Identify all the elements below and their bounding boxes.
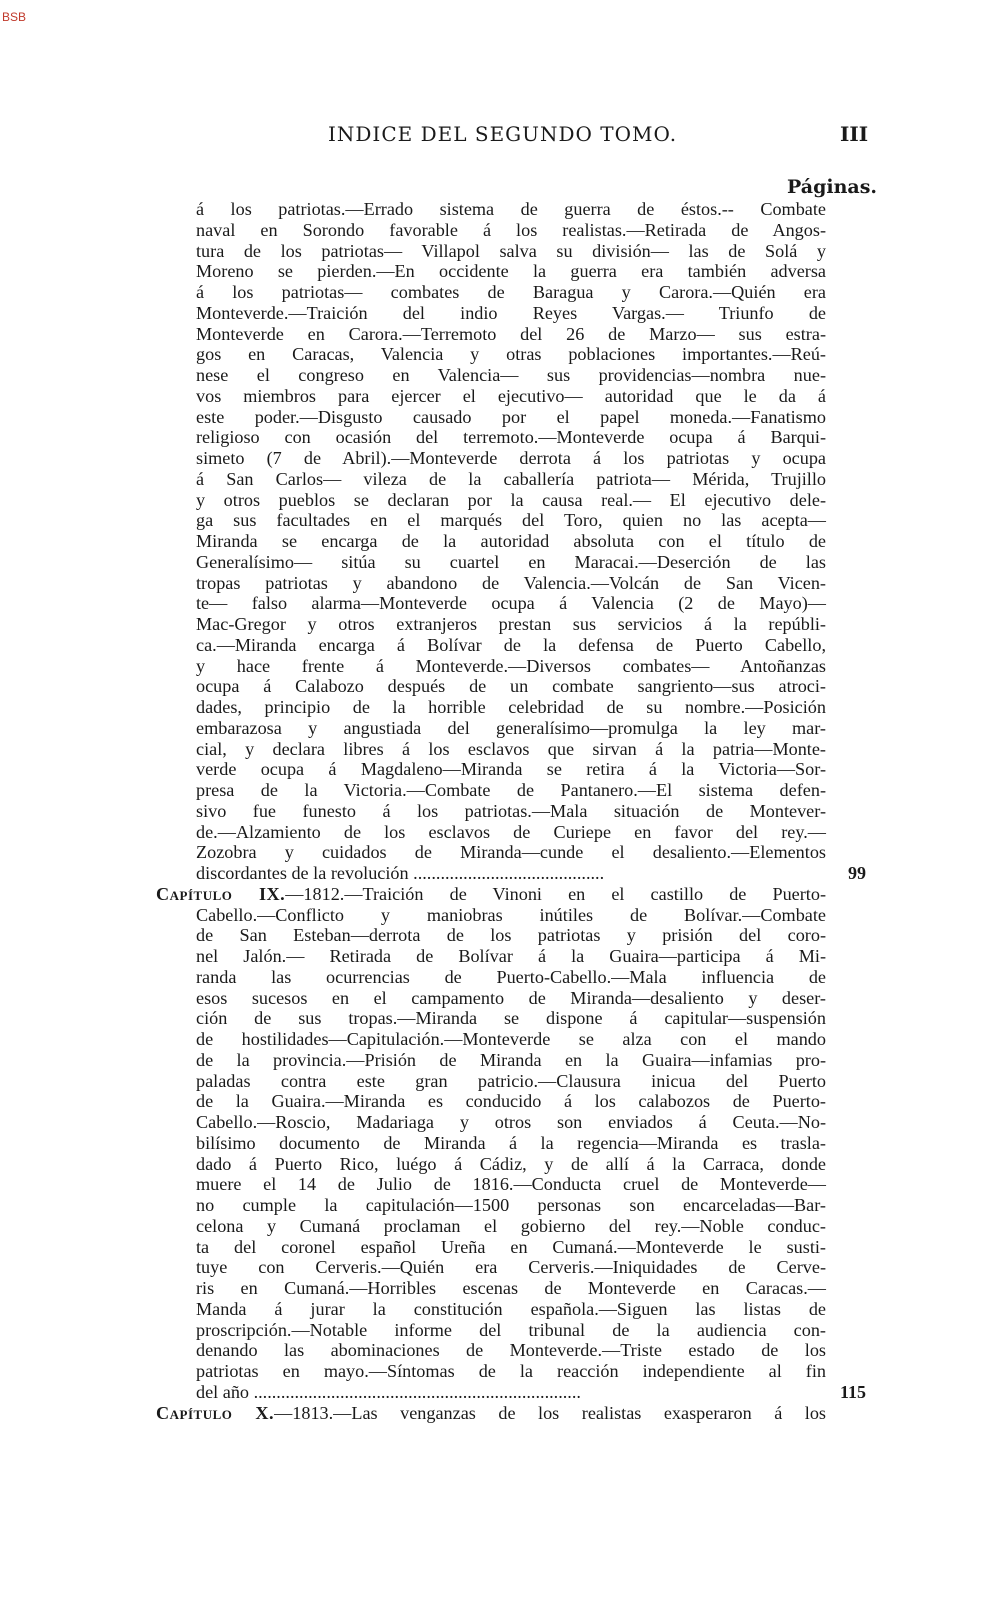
text-line: de.—Alzamiento de los esclavos de Curiepe en favor del rey.— xyxy=(196,821,826,842)
text-line: Monteverde.—Traición del indio Reyes Vargas.— Triunfo de xyxy=(196,302,826,323)
text-line: bilísimo documento de Miranda á la regencia—Miranda es trasla- xyxy=(196,1132,826,1153)
text-line: ca.—Miranda encarga á Bolívar de la defensa de Puerto Cabello, xyxy=(196,634,826,655)
text-line: nese el congreso en Valencia— sus providencias—nombra nue- xyxy=(196,365,826,385)
chapter-label: Capítulo IX. xyxy=(156,883,286,904)
text-line: dades, principio de la horrible celebridad de su nombre.—Posición xyxy=(196,697,826,717)
text-line: simeto (7 de Abril).—Monteverde derrota á los patriotas y ocupa xyxy=(196,448,826,468)
text-line: y hace frente á Monteverde.—Diversos combates— Antoñanzas xyxy=(196,655,826,676)
page-number: 115 xyxy=(839,1381,866,1402)
entry-text xyxy=(196,199,826,884)
text-line: ris en Cumaná.—Horribles escenas de Monteverde en Caracas.— xyxy=(196,1278,826,1298)
text-line: paladas contra este gran patricio.—Clausura inicua del Puerto xyxy=(196,1070,826,1091)
text-line: Cabello.—Roscio, Madariaga y otros son enviados á Ceuta.—No- xyxy=(196,1112,826,1132)
text-line: proscripción.—Notable informe del tribunal de la audiencia con- xyxy=(196,1319,826,1340)
text-line: tura de los patriotas— Villapol salva su división— las de Solá y xyxy=(196,240,826,261)
index-body xyxy=(156,199,866,1423)
page-folio: III xyxy=(840,122,869,146)
running-title: INDICE DEL SEGUNDO TOMO. xyxy=(328,122,678,146)
text-line: presa de la Victoria.—Combate de Pantanero.—El sistema defen- xyxy=(196,780,826,800)
index-entry-continued xyxy=(196,199,866,884)
text-line: celona y Cumaná proclaman el gobierno del rey.—Noble conduc- xyxy=(196,1215,826,1236)
chapter-heading-line xyxy=(156,884,826,905)
index-entry-chapter-x xyxy=(156,1402,827,1424)
text-line: randa las ocurrencias de Puerto-Cabello.—Mala influencia de xyxy=(196,966,826,987)
paginas-label: Páginas. xyxy=(787,176,878,198)
text-line: ción de sus tropas.—Miranda se dispone á capitular—suspensión xyxy=(196,1008,826,1029)
chapter-summary-start: —1813.—Las venganzas de los realistas exasperaron á los xyxy=(274,1402,827,1423)
text-line: del año ........................................................................ xyxy=(196,1381,581,1402)
text-line: y otros pueblos se declaran por la causa real.— El ejecutivo dele- xyxy=(196,489,826,510)
chapter-label: Capítulo X. xyxy=(156,1402,275,1423)
text-line: á los patriotas— combates de Baragua y Carora.—Quién era xyxy=(196,282,826,302)
text-line: Cabello.—Conflicto y maniobras inútiles de Bolívar.—Combate xyxy=(196,904,826,925)
text-line: de la Guaira.—Miranda es conducido á los calabozos de Puerto- xyxy=(196,1091,826,1112)
library-stamp: BSB xyxy=(2,10,27,24)
chapter-heading-line xyxy=(156,1403,826,1424)
text-line: Miranda se encarga de la autoridad absoluta con el título de xyxy=(196,531,826,551)
text-line: esos sucesos en el campamento de Miranda—desaliento y deser- xyxy=(196,987,826,1008)
text-line: de San Esteban—derrota de los patriotas y prisión del coro- xyxy=(196,925,826,946)
text-line: ta del coronel español Ureña en Cumaná.—Monteverde le susti- xyxy=(196,1236,826,1257)
text-line: verde ocupa á Magdaleno—Miranda se retira á la Victoria—Sor- xyxy=(196,759,826,780)
text-line: te— falso alarma—Monteverde ocupa á Valencia (2 de Mayo)— xyxy=(196,593,826,614)
text-line: á los patriotas.—Errado sistema de guerra de éstos.-- Combate xyxy=(196,199,826,219)
text-line: Moreno se pierden.—En occidente la guerra era también adversa xyxy=(196,261,826,282)
text-line: Mac-Gregor y otros extranjeros prestan sus servicios á la repúbli- xyxy=(196,614,826,634)
text-line: de la provincia.—Prisión de Miranda en la Guaira—infamias pro- xyxy=(196,1049,826,1070)
page-number: 99 xyxy=(848,863,866,883)
text-line: Manda á jurar la constitución española.—Siguen las listas de xyxy=(196,1298,826,1319)
text-line: este poder.—Disgusto causado por el papel moneda.—Fanatismo xyxy=(196,406,826,427)
text-line: denando las abominaciones de Monteverde.—Triste estado de los xyxy=(196,1340,826,1361)
text-line: patriotas en mayo.—Síntomas de la reacción independiente al fin xyxy=(196,1361,826,1381)
text-line: Zozobra y cuidados de Miranda—cunde el desaliento.—Elementos xyxy=(196,842,826,863)
text-line: de hostilidades—Capitulación.—Monteverde se alza con el mando xyxy=(196,1029,826,1049)
text-line: cial, y declara libres á los esclavos que sirvan á la patria—Monte- xyxy=(196,738,826,759)
text-line: tropas patriotas y abandono de Valencia.—Volcán de San Vicen- xyxy=(196,572,826,593)
text-line: muere el 14 de Julio de 1816.—Conducta cruel de Monteverde— xyxy=(196,1174,826,1195)
text-line: Monteverde en Carora.—Terremoto del 26 de Marzo— sus estra- xyxy=(196,323,826,344)
text-line: discordantes de la revolución .......................................... xyxy=(196,863,605,883)
text-line: tuye con Cerveris.—Quién era Cerveris.—Iniquidades de Cerve- xyxy=(196,1257,826,1278)
entry-text xyxy=(196,905,826,1403)
text-line: á San Carlos— vileza de la caballería patriota— Mérida, Trujillo xyxy=(196,468,826,489)
index-entry-chapter-ix xyxy=(156,883,866,1403)
text-line: ga sus facultades en el marqués del Toro, quien no las acepta— xyxy=(196,510,826,531)
text-line: no cumple la capitulación—1500 personas son encarceladas—Bar- xyxy=(196,1195,826,1215)
chapter-summary-start: —1812.—Traición de Vinoni en el castillo de Puerto- xyxy=(285,883,827,904)
text-line: gos en Caracas, Valencia y otras poblaciones importantes.—Reú- xyxy=(196,344,826,365)
text-line: nel Jalón.— Retirada de Bolívar á la Guaira—participa á Mi- xyxy=(196,946,826,966)
text-line: religioso con ocasión del terremoto.—Monteverde ocupa á Barqui- xyxy=(196,427,826,448)
text-line: sivo fue funesto á los patriotas.—Mala situación de Montever- xyxy=(196,800,826,821)
text-line: embarazosa y angustiada del generalísimo—promulga la ley mar- xyxy=(196,717,826,738)
text-line: Generalísimo— sitúa su cuartel en Maracai.—Deserción de las xyxy=(196,551,826,572)
text-line: naval en Sorondo favorable á los realistas.—Retirada de Angos- xyxy=(196,219,826,240)
text-line: dado á Puerto Rico, luégo á Cádiz, y de allí á la Carraca, donde xyxy=(196,1153,826,1174)
page-header xyxy=(0,122,1000,152)
text-line: vos miembros para ejercer el ejecutivo— autoridad que le da á xyxy=(196,385,826,406)
text-line: ocupa á Calabozo después de un combate sangriento—sus atroci- xyxy=(196,676,826,697)
